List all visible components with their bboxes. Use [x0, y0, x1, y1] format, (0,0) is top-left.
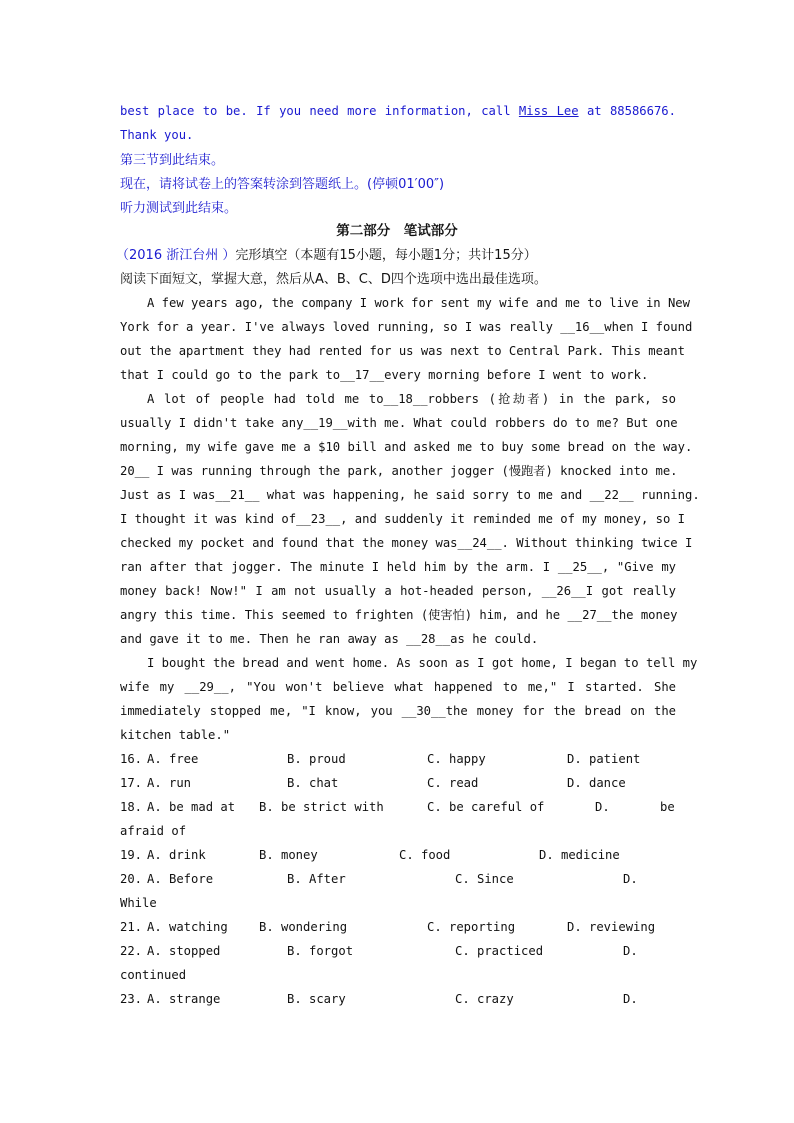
contact-name: Miss Lee: [518, 104, 579, 118]
option-b: B. be strict with: [259, 800, 384, 814]
passage-line: out the apartment they had rented for us was next to Central Park. This meant: [120, 344, 685, 358]
section-title: 第二部分 笔试部分: [336, 223, 458, 239]
option-d-wrap: While: [120, 896, 157, 910]
option-a: A. stopped: [147, 944, 221, 958]
passage-line: wife my __29__, "You won't believe what happened to me," I started. She: [120, 680, 676, 694]
option-d: D.: [623, 944, 638, 958]
option-a: A. drink: [147, 848, 206, 862]
option-c: C. reporting: [427, 920, 516, 934]
option-c: C. Since: [455, 872, 514, 886]
option-c: C. practiced: [455, 944, 544, 958]
source-tag: （2016 浙江台州 ）: [116, 248, 236, 263]
option-b: B. scary: [287, 992, 346, 1006]
section-end-notice: 第三节到此结束。: [120, 153, 225, 168]
passage-line: I bought the bread and went home. As soon as I got home, I began to tell my: [147, 656, 698, 670]
passage-line: morning, my wife gave me a $10 bill and asked me to buy some bread on the way.: [120, 440, 693, 454]
option-c: C. happy: [427, 752, 486, 766]
option-d: D. medicine: [539, 848, 620, 862]
passage-line: ran after that jogger. The minute I held him by the arm. I __25__, "Give my: [120, 560, 676, 574]
instruction-line-1: [116, 244, 672, 263]
option-b: B. money: [259, 848, 318, 862]
option-c: C. be careful of: [427, 800, 545, 814]
option-c: C. read: [427, 776, 479, 790]
listening-line-1: [120, 104, 676, 118]
passage-line: A few years ago, the company I work for sent my wife and me to live in New: [147, 296, 690, 310]
option-d: D. dance: [567, 776, 626, 790]
question-number: 21.: [120, 920, 143, 934]
option-d: D.: [623, 992, 638, 1006]
option-a: A. strange: [147, 992, 221, 1006]
option-d: D.: [623, 872, 638, 886]
option-b: B. After: [287, 872, 346, 886]
question-number: 17.: [120, 776, 143, 790]
passage-line: money back! Now!" I am not usually a hot-headed person, __26__I got really: [120, 584, 676, 598]
passage-line: A lot of people had told me to__18__robbers (抢劫者) in the park, so: [147, 392, 676, 406]
option-d: D.: [595, 800, 610, 814]
passage-line: 20__ I was running through the park, another jogger (慢跑者) knocked into me.: [120, 464, 678, 478]
instruction-line-2: 阅读下面短文，掌握大意，然后从A、B、C、D四个选项中选出最佳选项。: [120, 272, 547, 287]
cloze-instruction: 完形填空（本题有15小题，每小题1分；共计15分）: [235, 248, 537, 263]
passage-line: I thought it was kind of__23__, and suddenly it reminded me of my money, so I: [120, 512, 685, 526]
option-b: B. wondering: [259, 920, 348, 934]
passage-line: York for a year. I've always loved running, so I was really __16__when I found: [120, 320, 693, 334]
option-b: B. proud: [287, 752, 346, 766]
listening-end-notice: 听力测试到此结束。: [120, 201, 238, 216]
question-number: 16.: [120, 752, 143, 766]
passage-line: usually I didn't take any__19__with me. What could robbers do to me? But one: [120, 416, 678, 430]
passage-line: Just as I was__21__ what was happening, he said sorry to me and __22__ running.: [120, 488, 700, 502]
option-d-wrap: continued: [120, 968, 187, 982]
question-number: 18.: [120, 800, 143, 814]
passage-line: angry this time. This seemed to frighten (使害怕) him, and he __27__the money: [120, 608, 678, 622]
question-number: 20.: [120, 872, 143, 886]
option-a: A. Before: [147, 872, 214, 886]
option-d: D. reviewing: [567, 920, 656, 934]
transfer-answers-notice: 现在，请将试卷上的答案转涂到答题纸上。(停顿01′00″): [120, 177, 445, 192]
listening-text: best place to be. If you need more information, call: [120, 104, 511, 118]
option-c: C. food: [399, 848, 451, 862]
option-a: A. be mad at: [147, 800, 236, 814]
passage-line: kitchen table.": [120, 728, 231, 742]
passage-line: checked my pocket and found that the money was__24__. Without thinking twice I: [120, 536, 693, 550]
passage-line: and gave it to me. Then he ran away as __28__as he could.: [120, 632, 539, 646]
option-a: A. free: [147, 752, 199, 766]
question-number: 22.: [120, 944, 143, 958]
option-d: D. patient: [567, 752, 641, 766]
listening-line-2: Thank you.: [120, 128, 194, 142]
option-b: B. forgot: [287, 944, 354, 958]
option-a: A. watching: [147, 920, 228, 934]
option-d-text: be: [660, 800, 675, 814]
option-c: C. crazy: [455, 992, 514, 1006]
option-b: B. chat: [287, 776, 339, 790]
passage-line: immediately stopped me, "I know, you __30__the money for the bread on the: [120, 704, 676, 718]
option-a: A. run: [147, 776, 192, 790]
passage-line: that I could go to the park to__17__every morning before I went to work.: [120, 368, 649, 382]
question-number: 19.: [120, 848, 143, 862]
phone-text: at 88586676.: [586, 104, 676, 118]
option-d-wrap: afraid of: [120, 824, 187, 838]
question-number: 23.: [120, 992, 143, 1006]
